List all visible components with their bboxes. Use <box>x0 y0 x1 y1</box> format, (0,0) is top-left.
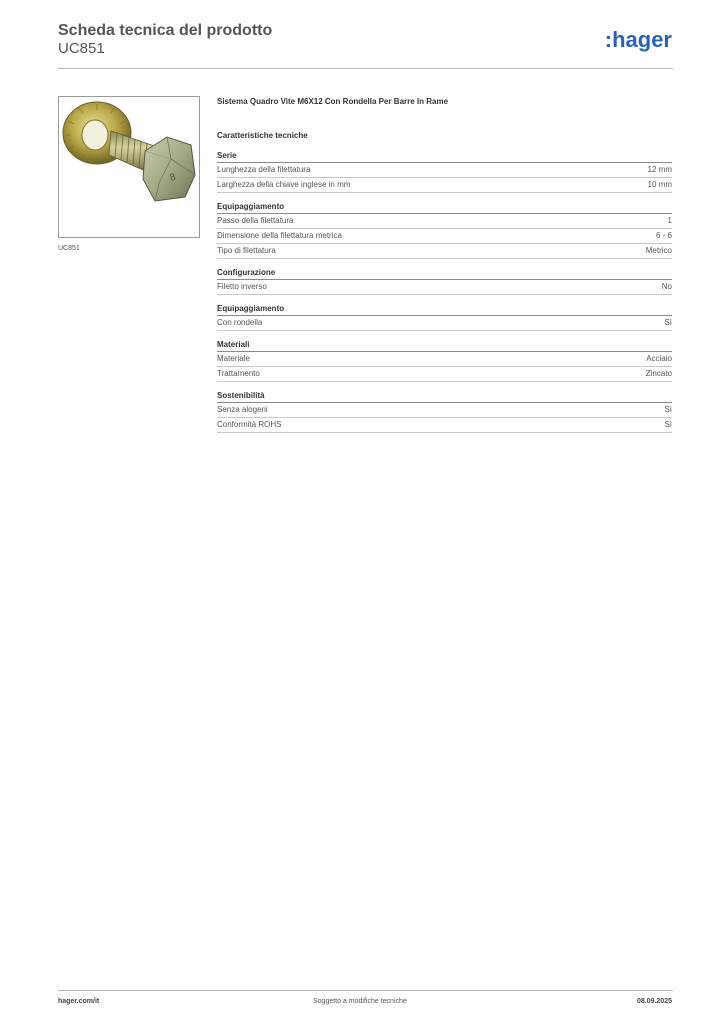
spec-label: Dimensione della filettatura metrica <box>217 231 342 240</box>
spec-label: Conformità ROHS <box>217 420 282 429</box>
spec-row <box>217 418 672 433</box>
spec-label: Con rondella <box>217 318 263 327</box>
spec-row <box>217 352 672 367</box>
spec-row <box>217 229 672 244</box>
spec-label: Filetto inverso <box>217 282 267 291</box>
spec-label: Trattamento <box>217 369 260 378</box>
spec-row <box>217 163 672 178</box>
spec-row <box>217 244 672 259</box>
spec-label: Materiale <box>217 354 250 363</box>
spec-section-heading: Caratteristiche tecniche <box>217 131 308 140</box>
spec-row <box>217 280 672 295</box>
spec-groups <box>217 149 672 433</box>
spec-value: Zincato <box>645 369 672 378</box>
spec-value: Metrico <box>645 246 672 255</box>
spec-group <box>217 266 672 295</box>
spec-row <box>217 178 672 193</box>
spec-group-title: Equipaggiamento <box>217 302 672 316</box>
spec-group <box>217 338 672 382</box>
spec-group <box>217 302 672 331</box>
spec-group <box>217 149 672 193</box>
footer-note: Soggetto a modifiche tecniche <box>313 998 407 1005</box>
spec-row <box>217 214 672 229</box>
spec-value: 6 - 6 <box>655 231 672 240</box>
spec-label: Passo della filettatura <box>217 216 294 225</box>
spec-group-title: Materiali <box>217 338 672 352</box>
spec-label: Larghezza della chiave inglese in mm <box>217 180 351 189</box>
svg-text:8: 8 <box>168 172 178 184</box>
spec-value: Acciaio <box>646 354 672 363</box>
spec-group-title: Serie <box>217 149 672 163</box>
spec-value: Sì <box>664 318 672 327</box>
spec-label: Tipo di filettatura <box>217 246 276 255</box>
page-header <box>58 20 673 70</box>
footer-website-link[interactable]: hager.com/it <box>58 998 100 1005</box>
spec-value: No <box>661 282 672 291</box>
spec-group <box>217 389 672 433</box>
spec-row <box>217 367 672 382</box>
spec-row <box>217 403 672 418</box>
document-title: Scheda tecnica del prodotto <box>58 22 273 39</box>
footer-date: 08.09.2025 <box>636 998 672 1005</box>
spec-value: 12 mm <box>647 165 672 174</box>
spec-label: Senza alogeni <box>217 405 268 414</box>
spec-label: Lunghezza della filettatura <box>217 165 311 174</box>
spec-group-title: Equipaggiamento <box>217 200 672 214</box>
product-photo <box>59 97 199 237</box>
spec-group-title: Sostenibilità <box>217 389 672 403</box>
spec-value: Sì <box>664 405 672 414</box>
hager-logo-text: :hager <box>604 27 672 52</box>
spec-value: Sì <box>664 420 672 429</box>
spec-group-title: Configurazione <box>217 266 672 280</box>
hager-logo[interactable] <box>593 27 673 53</box>
spec-value: 1 <box>667 216 672 225</box>
product-name: Sistema Quadro Vite M6X12 Con Rondella Per Barre In Rame <box>217 97 449 106</box>
spec-value: 10 mm <box>647 180 672 189</box>
product-code: UC851 <box>58 40 105 57</box>
header-divider <box>58 68 673 69</box>
image-caption: UC851 <box>58 245 80 252</box>
spec-group <box>217 200 672 259</box>
spec-content <box>217 96 672 433</box>
product-image <box>58 96 200 238</box>
footer-divider <box>58 990 673 991</box>
spec-row <box>217 316 672 331</box>
